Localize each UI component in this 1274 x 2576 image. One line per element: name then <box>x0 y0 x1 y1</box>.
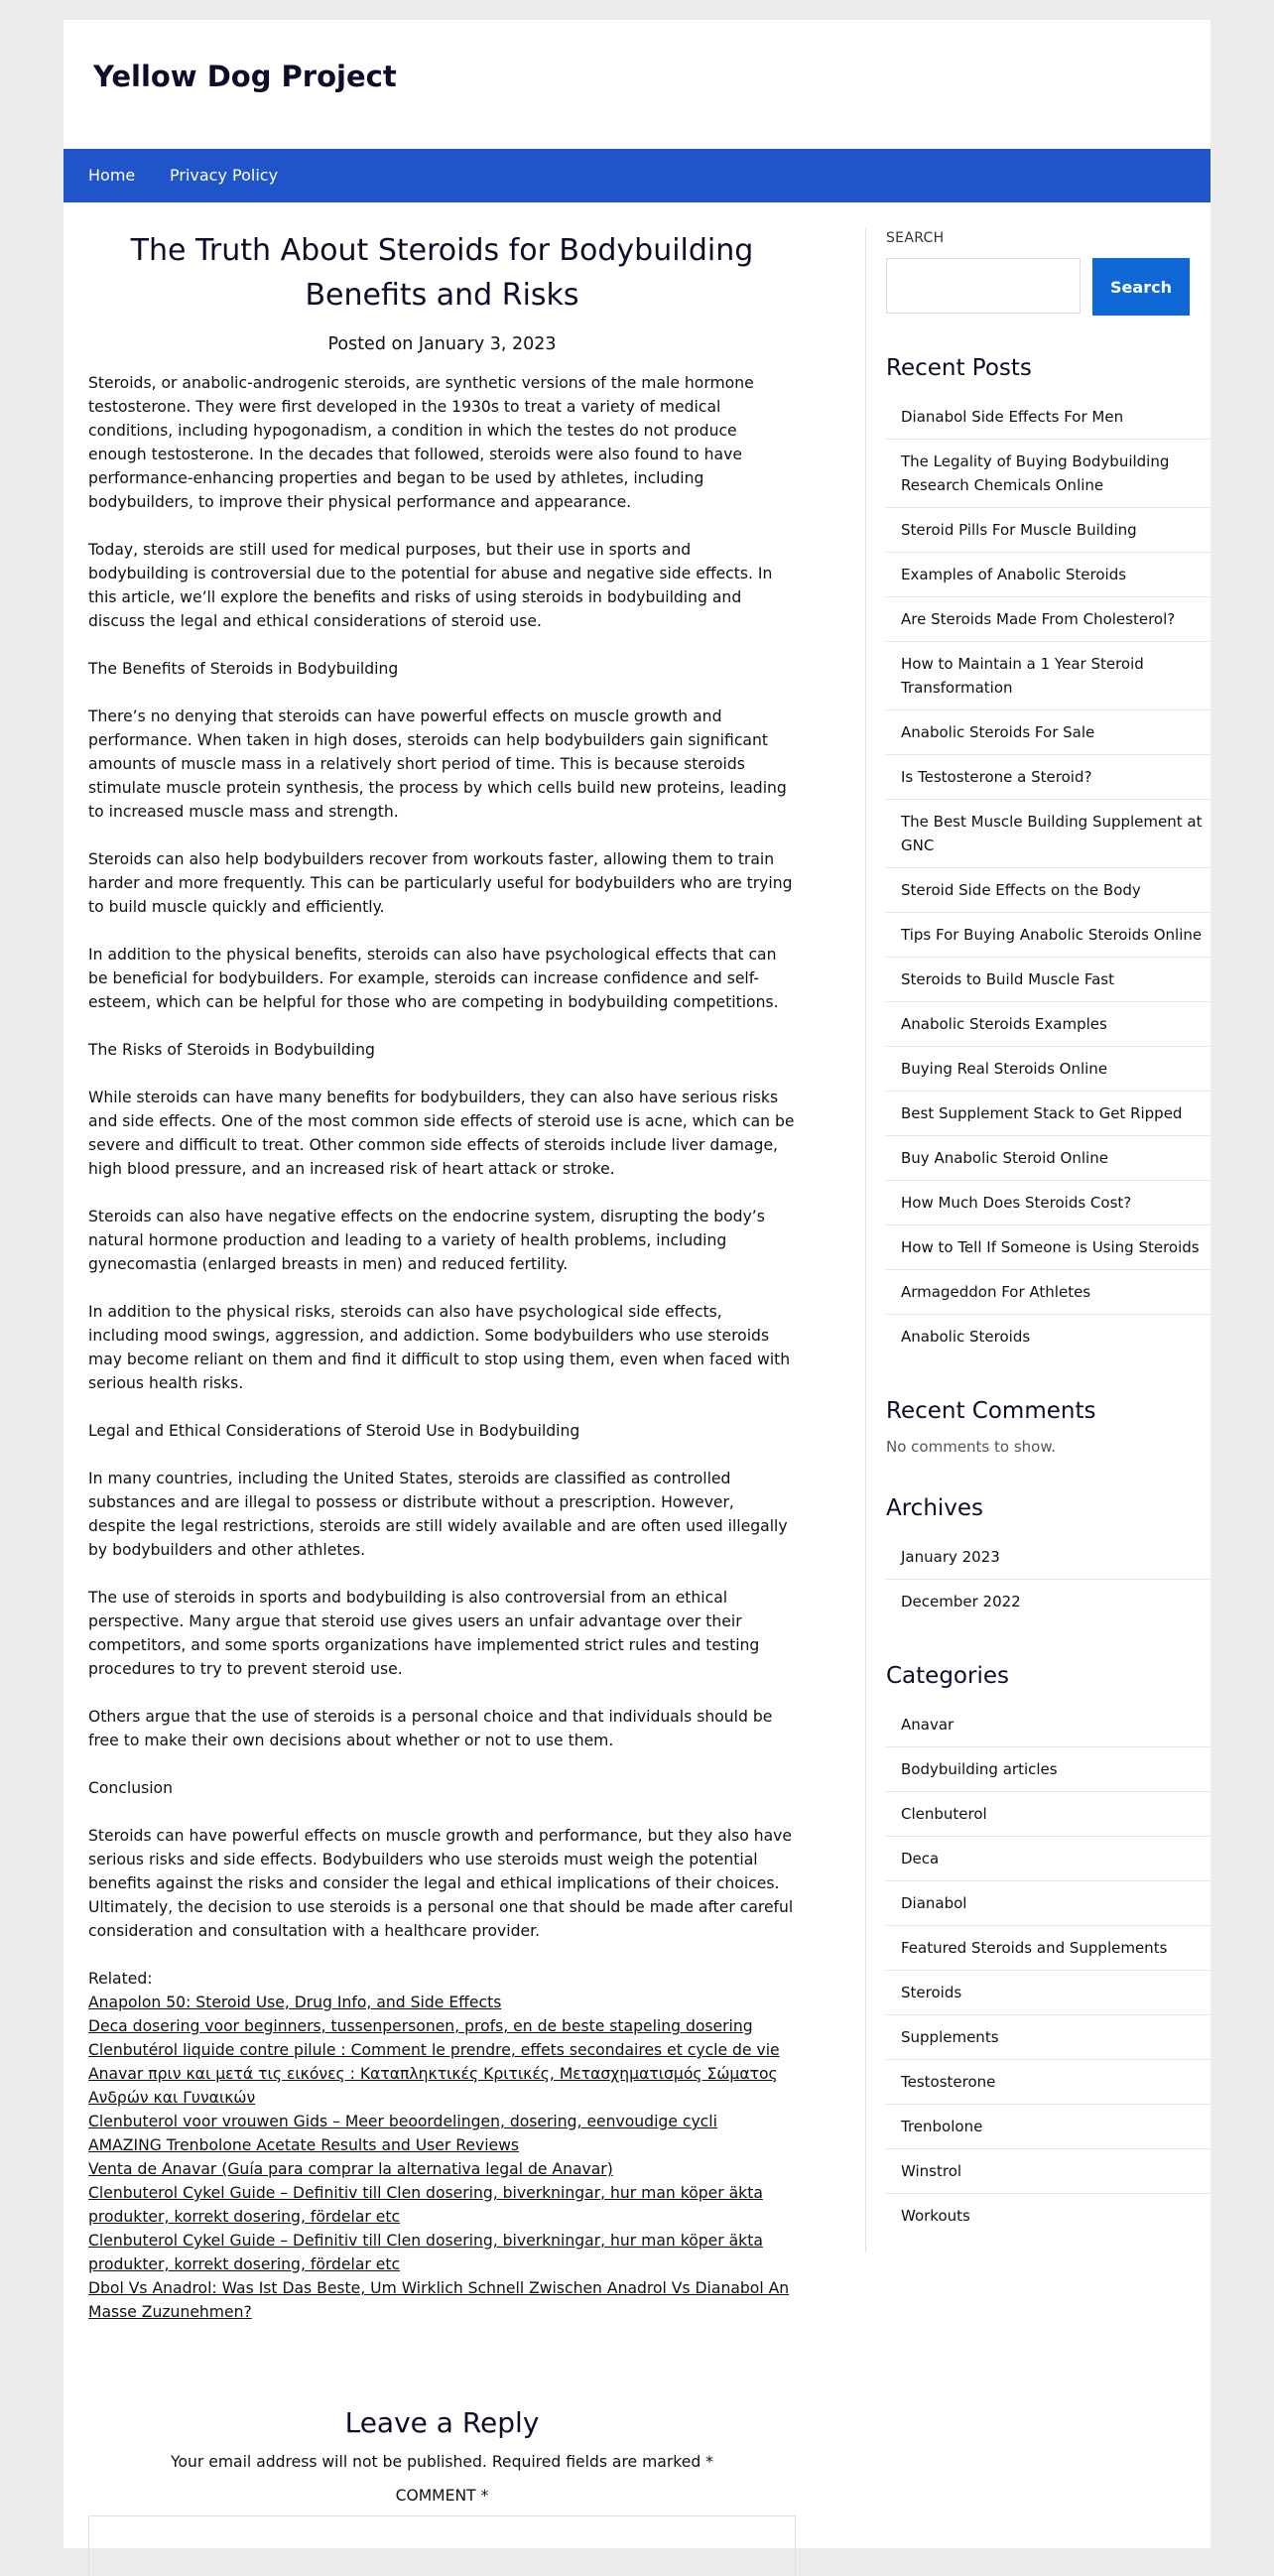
category-link[interactable]: Workouts <box>901 2207 970 2225</box>
related-link[interactable]: Venta de Anavar (Guía para comprar la alternativa legal de Anavar) <box>88 2160 613 2178</box>
nav-privacy-policy[interactable]: Privacy Policy <box>170 166 279 185</box>
recent-post-link[interactable]: The Best Muscle Building Supplement at GNC <box>886 800 1210 868</box>
paragraph: In addition to the physical benefits, steroids can also have psychological effects that can be beneficial for bodybuilders. For example, steroids can increase confidence and self-esteem, which can be helpful for those who are competing in bodybuilding competitions. <box>88 946 779 1011</box>
recent-posts-title: Recent Posts <box>886 355 1032 381</box>
related-link[interactable]: Clenbuterol Cykel Guide – Definitiv till Clen dosering, biverkningar, hur man köper äkta produkter, korrekt dosering, fördelar etc <box>88 2184 763 2226</box>
recent-post-link[interactable]: Dianabol Side Effects For Men <box>886 395 1210 440</box>
category-link[interactable]: Bodybuilding articles <box>886 1747 1210 1792</box>
paragraph: Today, steroids are still used for medical purposes, but their use in sports and bodybuilding is controversial due to the potential for abuse and negative side effects. In this article, we’ll explore the benefits and risks of using steroids in bodybuilding and discuss the legal and ethical considerations of steroid use. <box>88 541 773 630</box>
recent-post-link[interactable]: Examples of Anabolic Steroids <box>886 553 1210 597</box>
comment-label: COMMENT * <box>395 2487 489 2505</box>
recent-post-link[interactable]: Steroid Pills For Muscle Building <box>886 508 1210 553</box>
related-label: Related: <box>88 1970 153 1988</box>
recent-post-link[interactable]: Anabolic Steroids <box>901 1328 1031 1346</box>
related-link[interactable]: Clenbutérol liquide contre pilule : Comment le prendre, effets secondaires et cycle de vie <box>88 2041 780 2059</box>
recent-post-link[interactable]: How Much Does Steroids Cost? <box>886 1181 1210 1225</box>
archive-link[interactable]: January 2023 <box>886 1535 1210 1580</box>
recent-post-link[interactable]: Buy Anabolic Steroid Online <box>886 1136 1210 1181</box>
search-button[interactable]: Search <box>1092 258 1190 316</box>
related-link[interactable]: Anapolon 50: Steroid Use, Drug Info, and Side Effects <box>88 1994 502 2011</box>
archive-link[interactable]: December 2022 <box>901 1593 1021 1610</box>
reply-note: Your email address will not be published. Required fields are marked * <box>171 2453 713 2471</box>
category-link[interactable]: Featured Steroids and Supplements <box>886 1926 1210 1971</box>
recent-post-link[interactable]: Anabolic Steroids For Sale <box>886 710 1210 755</box>
paragraph: There’s no denying that steroids can have powerful effects on muscle growth and performance. When taken in high doses, steroids can help bodybuilders gain significant amounts of muscle mass in a relatively short period of time. This is because steroids stimulate muscle protein synthesis, the process by which cells build new proteins, leading to increased muscle mass and strength. <box>88 708 787 821</box>
related-link[interactable]: Deca dosering voor beginners, tussenpersonen, profs, en de beste stapeling dosering <box>88 2017 753 2035</box>
category-link[interactable]: Deca <box>886 1837 1210 1881</box>
related-link[interactable]: Dbol Vs Anadrol: Was Ist Das Beste, Um Wirklich Schnell Zwischen Anadrol Vs Dianabol An Masse Zuzunehmen? <box>88 2279 790 2321</box>
reply-title: Leave a Reply <box>344 2406 540 2439</box>
post-date: Posted on January 3, 2023 <box>327 334 557 354</box>
related-links <box>88 1967 796 2324</box>
paragraph: Others argue that the use of steroids is a personal choice and that individuals should be free to make their own decisions about whether or not to use them. <box>88 1708 773 1749</box>
search-label: SEARCH <box>886 230 945 246</box>
main-nav <box>64 149 1210 202</box>
section-heading: Conclusion <box>88 1779 173 1797</box>
paragraph: In addition to the physical risks, steroids can also have psychological side effects, including mood swings, aggression, and addiction. Some bodybuilders who use steroids may become reliant on them and find it difficult to stop using them, even when faced with serious health risks. <box>88 1303 791 1392</box>
category-link[interactable]: Trenbolone <box>886 2105 1210 2149</box>
recent-post-link[interactable]: Tips For Buying Anabolic Steroids Online <box>886 913 1210 958</box>
related-link[interactable]: Clenbuterol voor vrouwen Gids – Meer beoordelingen, dosering, eenvoudige cycli <box>88 2113 717 2130</box>
sidebar <box>886 230 1210 2238</box>
paragraph: Steroids can have powerful effects on muscle growth and performance, but they also have serious risks and side effects. Bodybuilders who use steroids must weigh the potential benefits against the risks and consider the legal and ethical implications of their choices. Ultimately, the decision to use steroids is a personal one that should be made after careful consideration and consultation with a healthcare provider. <box>88 1827 794 1940</box>
post-body <box>88 371 796 1943</box>
recent-post-link[interactable]: How to Maintain a 1 Year Steroid Transformation <box>886 642 1210 710</box>
related-link[interactable]: AMAZING Trenbolone Acetate Results and User Reviews <box>88 2136 520 2154</box>
category-link[interactable]: Supplements <box>886 2015 1210 2060</box>
paragraph: The use of steroids in sports and bodybuilding is also controversial from an ethical perspective. Many argue that steroid use gives users an unfair advantage over their competitors, and some sports organizations have implemented strict rules and testing procedures to try to prevent steroid use. <box>88 1589 760 1678</box>
paragraph: While steroids can have many benefits for bodybuilders, they can also have serious risks and side effects. One of the most common side effects of steroid use is acne, which can be severe and difficult to treat. Other common side effects of steroids include liver damage, high blood pressure, and an increased risk of heart attack or stroke. <box>88 1089 795 1178</box>
section-heading: Legal and Ethical Considerations of Steroid Use in Bodybuilding <box>88 1422 580 1440</box>
post-title: The Truth About Steroids for Bodybuilding Benefits and Risks <box>130 233 754 313</box>
recent-post-link[interactable]: Armageddon For Athletes <box>886 1270 1210 1315</box>
paragraph: Steroids can also have negative effects on the endocrine system, disrupting the body’s natural hormone production and leading to a variety of health problems, including gynecomastia (enlarged breasts in men) and reduced fertility. <box>88 1208 765 1273</box>
recent-post-link[interactable]: The Legality of Buying Bodybuilding Research Chemicals Online <box>886 440 1210 508</box>
category-link[interactable]: Clenbuterol <box>886 1792 1210 1837</box>
recent-post-link[interactable]: Are Steroids Made From Cholesterol? <box>886 597 1210 642</box>
recent-post-link[interactable]: Best Supplement Stack to Get Ripped <box>886 1092 1210 1136</box>
categories-title: Categories <box>886 1663 1009 1689</box>
recent-post-link[interactable]: Buying Real Steroids Online <box>886 1047 1210 1092</box>
page <box>64 20 1210 2548</box>
category-link[interactable]: Testosterone <box>886 2060 1210 2105</box>
leave-reply-section <box>88 2406 796 2505</box>
paragraph: In many countries, including the United States, steroids are classified as controlled substances and are illegal to possess or distribute without a prescription. However, despite the legal restrictions, steroids are still widely available and are often used illegally by bodybuilders and other athletes. <box>88 1470 788 1559</box>
recent-post-link[interactable]: Is Testosterone a Steroid? <box>886 755 1210 800</box>
no-comments-text: No comments to show. <box>886 1438 1056 1456</box>
nav-home[interactable]: Home <box>88 166 136 185</box>
sidebar-divider <box>865 228 866 2253</box>
site-header <box>64 20 1210 149</box>
comment-textarea[interactable] <box>88 2515 796 2576</box>
categories-list <box>886 1703 1210 2238</box>
category-link[interactable]: Dianabol <box>886 1881 1210 1926</box>
recent-post-link[interactable]: Anabolic Steroids Examples <box>886 1002 1210 1047</box>
recent-post-link[interactable]: Steroids to Build Muscle Fast <box>886 958 1210 1002</box>
section-heading: The Risks of Steroids in Bodybuilding <box>88 1041 375 1059</box>
category-link[interactable]: Steroids <box>886 1971 1210 2015</box>
search-input[interactable] <box>886 258 1081 314</box>
paragraph: Steroids, or anabolic-androgenic steroids, are synthetic versions of the male hormone testosterone. They were first developed in the 1930s to treat a variety of medical conditions, including hypogonadism, a condition in which the testes do not produce enough testosterone. In the decades that followed, steroids were also found to have performance-enhancing properties and began to be used by athletes, including bodybuilders, to improve their physical performance and appearance. <box>88 374 754 511</box>
category-link[interactable]: Anavar <box>886 1703 1210 1747</box>
recent-post-link[interactable]: Steroid Side Effects on the Body <box>886 868 1210 913</box>
search-form <box>886 258 1210 316</box>
category-link[interactable]: Winstrol <box>886 2149 1210 2194</box>
related-link[interactable]: Anavar πριν και μετά τις εικόνες : Καταπληκτικές Κριτικές, Μετασχηματισμός Σώματος Ανδρών και Γυναικών <box>88 2065 778 2107</box>
paragraph: Steroids can also help bodybuilders recover from workouts faster, allowing them to train harder and more frequently. This can be particularly useful for bodybuilders who are trying to build muscle quickly and efficiently. <box>88 850 793 916</box>
site-title[interactable]: Yellow Dog Project <box>93 60 397 93</box>
recent-posts-list <box>886 395 1210 1358</box>
archives-list <box>886 1535 1210 1623</box>
recent-comments-title: Recent Comments <box>886 1398 1096 1424</box>
archives-title: Archives <box>886 1495 984 1521</box>
section-heading: The Benefits of Steroids in Bodybuilding <box>88 660 399 678</box>
recent-post-link[interactable]: How to Tell If Someone is Using Steroids <box>886 1225 1210 1270</box>
post-content <box>88 228 796 2324</box>
related-link[interactable]: Clenbuterol Cykel Guide – Definitiv till Clen dosering, biverkningar, hur man köper äkta produkter, korrekt dosering, fördelar etc <box>88 2232 763 2273</box>
